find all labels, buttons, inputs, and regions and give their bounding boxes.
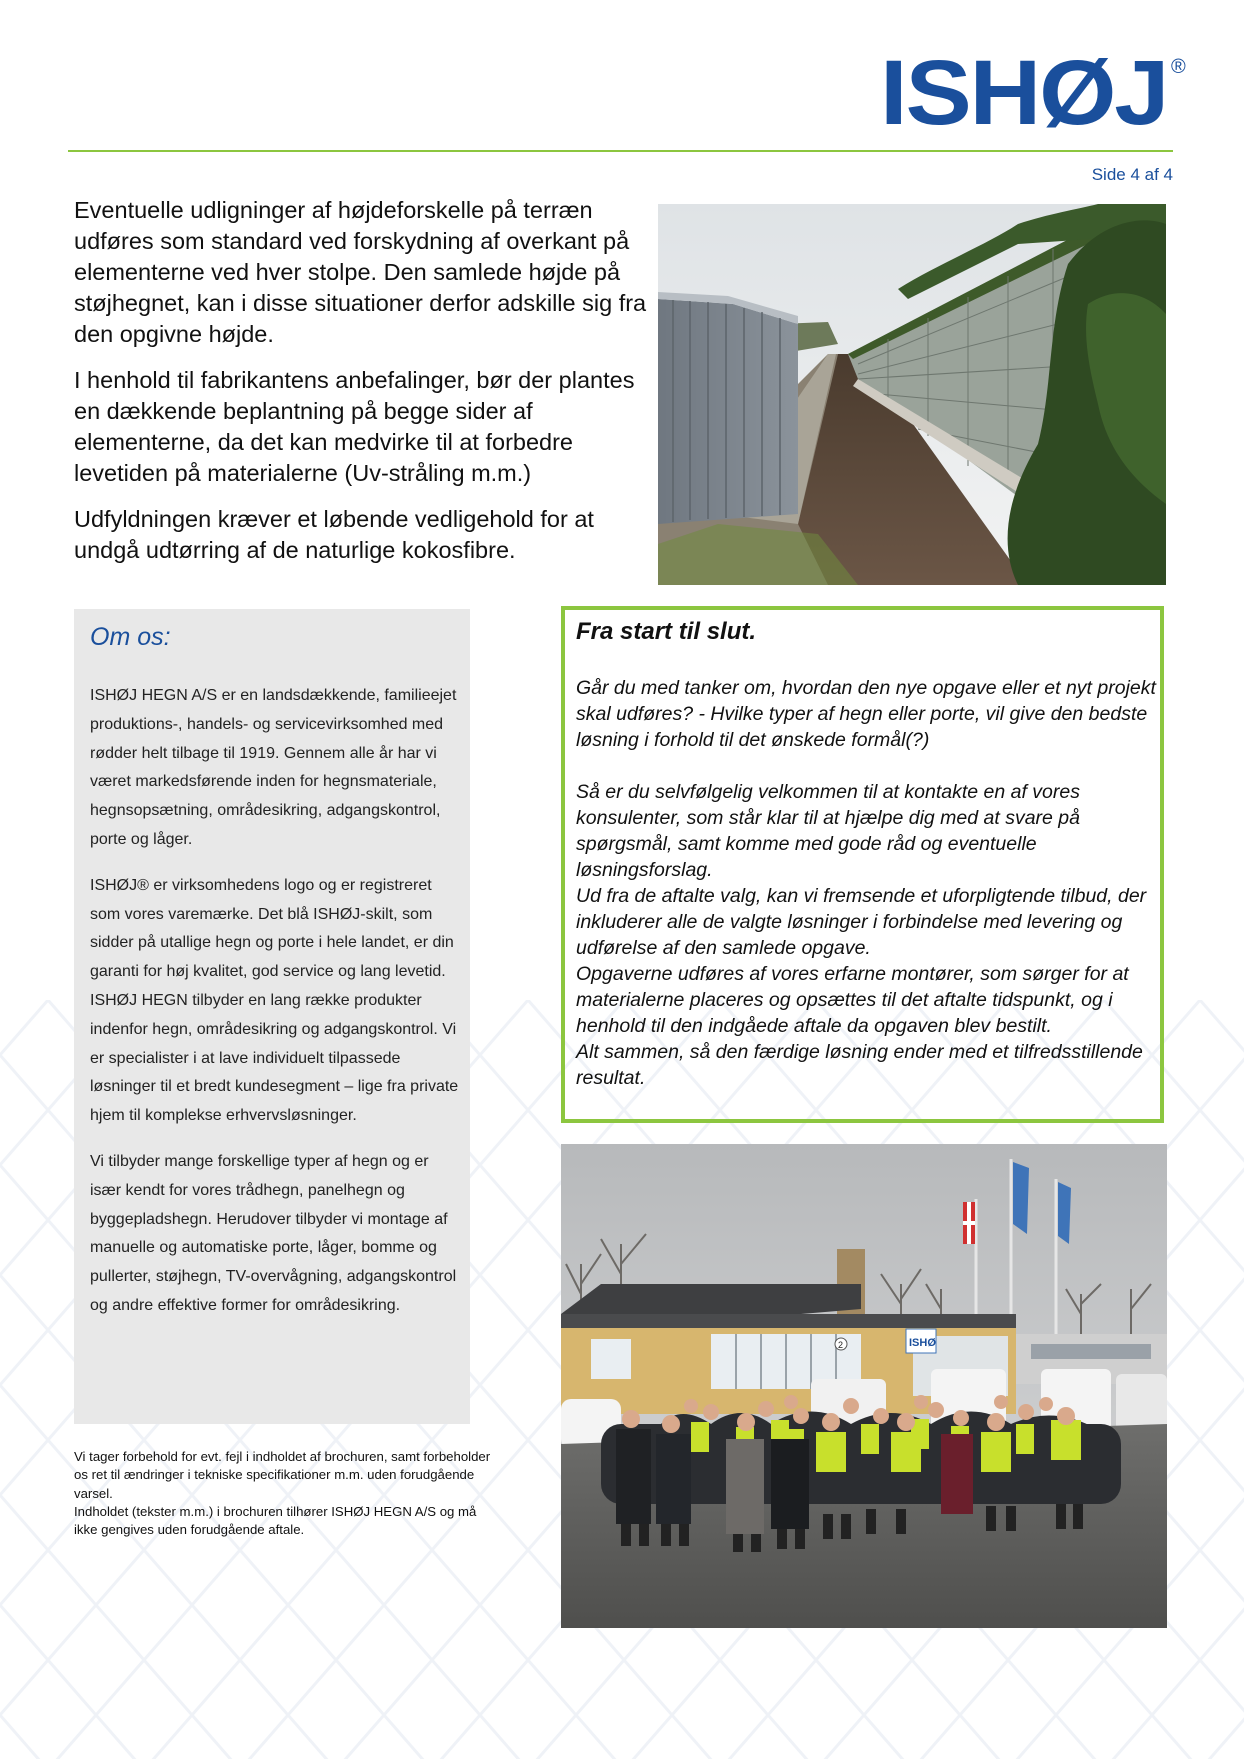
box-paragraph: Så er du selvfølgelig velkommen til at kontakte en af vores konsulenter, som står klar til at hjælpe dig med at svare på spørgsmål, samt komme med gode råd og eventuelle løsningsforslag. (576, 781, 1080, 881)
box-paragraph: Ud fra de aftalte valg, kan vi fremsende et uforpligtende tilbud, der inkluderer alle de valgte løsninger i forbindelse med levering og udførelse af den samlede opgave. (576, 885, 1147, 959)
intro-paragraph: Eventuelle udligninger af højdeforskelle på terræn udføres som standard ved forskydning af overkant på elementerne ved hver stolpe. Den samlede højde på støjhegnet, kan i disse situationer derfor adskille sig fra den opgivne højde. (74, 197, 647, 347)
noise-barrier-photo (658, 204, 1166, 585)
about-paragraph: Vi tilbyder mange forskellige typer af hegn og er især kendt for vores trådhegn, panelhegn og byggepladshegn. Herudover tilbyder vi montage af manuelle og automatiske porte, låger, bomme og pullerter, støjhegn, TV-overvågning, adgangskontrol og andre effektive former for områdesikring. (90, 1152, 457, 1314)
header-divider (68, 150, 1173, 152)
box-paragraph: Opgaverne udføres af vores erfarne montører, som sørger for at materialerne placeres og opsættes til det aftalte tidspunkt, og i henhold til den indgåede aftale da opgaven blev bestilt. (576, 963, 1129, 1037)
about-paragraph: ISHØJ® er virksomhedens logo og er registreret som vores varemærke. Det blå ISHØJ-skilt, som sidder på utallige hegn og porte i hele landet, er din garanti for høj kvalitet, god service og lang levetid. ISHØJ HEGN tilbyder en lang række produkter indenfor hegn, områdesikring og adgangskontrol. Vi er specialister i at lave individuelt tilpassede løsninger til et bredt kundesegment – lige fra private hjem til komplekse erhvervsløsninger. (90, 876, 459, 1125)
disclaimer-line: Vi tager forbehold for evt. fejl i indholdet af brochuren, samt forbeholder os ret til ændringer i tekniske specifikationer m.m. uden forudgående varsel. (74, 1449, 491, 1501)
start-to-finish-title: Fra start til slut. (576, 618, 757, 645)
disclaimer-line: Indholdet (tekster m.m.) i brochuren tilhører ISHØJ HEGN A/S og må ikke gengives uden forudgående aftale. (74, 1503, 477, 1538)
about-us-title: Om os: (90, 623, 171, 651)
registered-mark: ® (1171, 56, 1186, 78)
building-sign-text: ISHØ (909, 1337, 936, 1349)
ishoj-logo (880, 42, 1190, 144)
box-paragraph: Går du med tanker om, hvordan den nye opgave eller et nyt projekt skal udføres? - Hvilke typer af hegn eller porte, vil give den bedste løsning i forhold til det ønskede formål(?) (576, 677, 1156, 751)
disclaimer-text (74, 1448, 494, 1539)
start-to-finish-body (576, 675, 1156, 1091)
intro-paragraph: Udfyldningen kræver et løbende vedligehold for at undgå udtørring af de naturlige kokosfibre. (74, 506, 594, 563)
team-photo (561, 1144, 1167, 1628)
start-to-finish-box (561, 606, 1164, 1123)
page-indicator: Side 4 af 4 (1091, 165, 1173, 184)
about-us-body (90, 682, 460, 1338)
box-paragraph: Alt sammen, så den færdige løsning ender med et tilfredsstillende resultat. (576, 1041, 1143, 1089)
about-us-panel (74, 609, 470, 1424)
about-paragraph: ISHØJ HEGN A/S er en landsdækkende, familieejet produktions-, handels- og servicevirksomhed med rødder helt tilbage til 1919. Gennem alle år har vi været markedsførende inden for hegnsmateriale, hegnsopsætning, områdesikring, adgangskontrol, porte og låger. (90, 687, 457, 848)
door-number-text: 2 (838, 1340, 844, 1350)
intro-text (74, 195, 649, 581)
logo-wordmark: ISHØJ (880, 42, 1168, 144)
intro-paragraph: I henhold til fabrikantens anbefalinger, bør der plantes en dækkende beplantning på begge sider af elementerne, da det kan medvirke til at forbedre levetiden på materialerne (Uv-stråling m.m.) (74, 367, 635, 486)
